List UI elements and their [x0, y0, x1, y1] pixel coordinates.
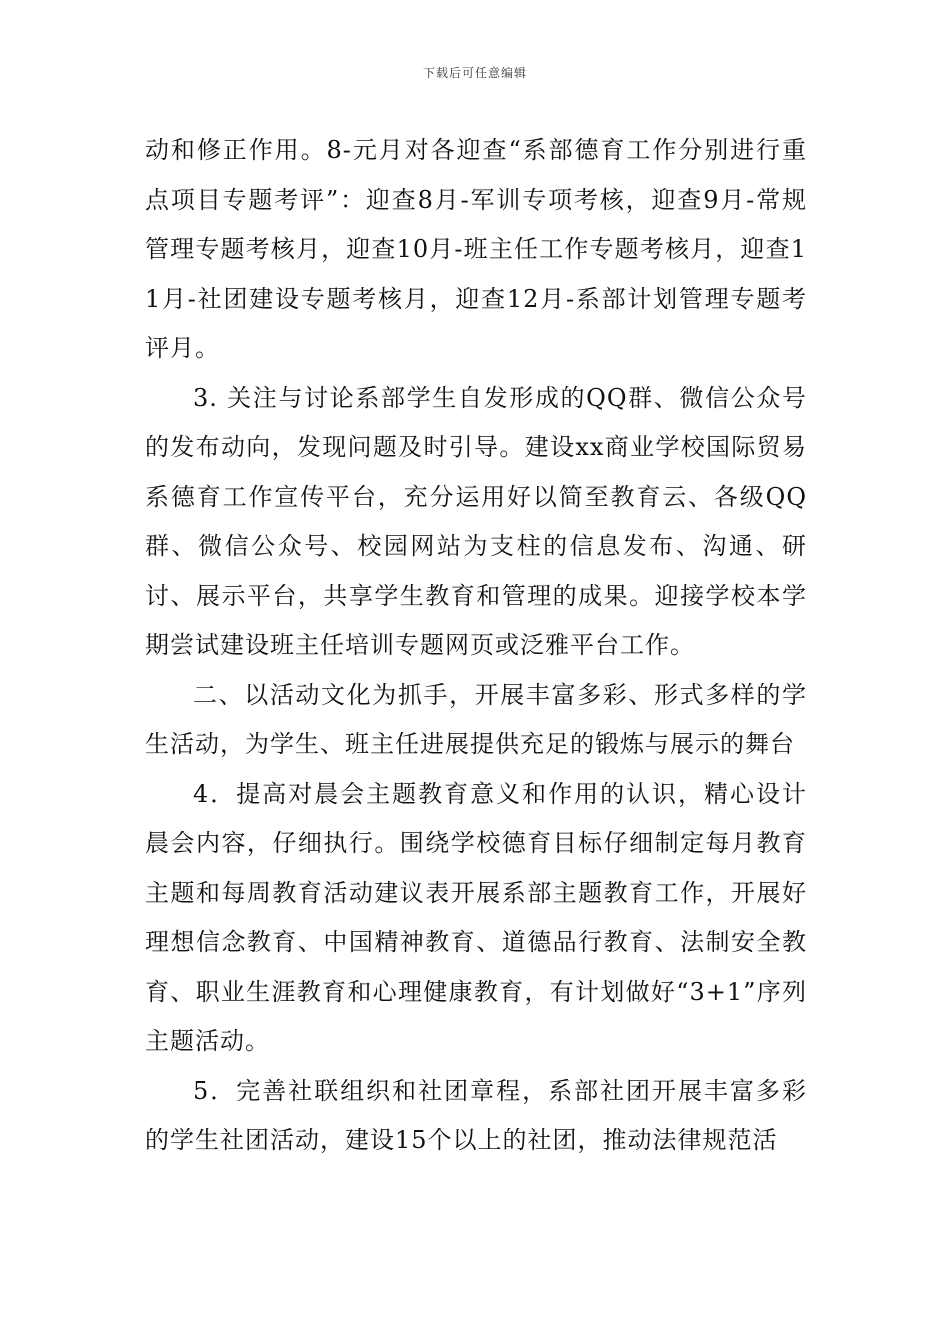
- paragraph-5: 5．完善社联组织和社团章程，系部社团开展丰富多彩的学生社团活动，建设15个以上的社团，推动法律规范活: [145, 1076, 807, 1154]
- page-header-note: 下载后可任意编辑: [422, 66, 527, 80]
- paragraph-3-section-heading: 二、以活动文化为抓手，开展丰富多彩、形式多样的学生活动，为学生、班主任进展提供充足的锻炼与展示的舞台: [145, 680, 807, 758]
- paragraph-1: 动和修正作用。8-元月对各迎查“系部德育工作分别进行重点项目专题考评”：迎查8月-军训专项考核，迎查9月-常规管理专题考核月，迎查10月-班主任工作专题考核月，迎查11月-社团建设专题考核月，迎查12月-系部计划管理专题考评月。: [145, 136, 807, 362]
- paragraph-2: 3. 关注与讨论系部学生自发形成的QQ群、微信公众号的发布动向，发现问题及时引导。建设xx商业学校国际贸易系德育工作宣传平台，充分运用好以简至教育云、各级QQ群、微信公众号、校园网站为支柱的信息发布、沟通、研讨、展示平台，共享学生教育和管理的成果。迎接学校本学期尝试建设班主任培训专题网页或泛雅平台工作。: [145, 383, 807, 659]
- paragraph-4: 4．提高对晨会主题教育意义和作用的认识，精心设计晨会内容，仔细执行。围绕学校德育目标仔细制定每月教育主题和每周教育活动建议表开展系部主题教育工作，开展好理想信念教育、中国精神教育、道德品行教育、法制安全教育、职业生涯教育和心理健康教育，有计划做好“3+1”序列主题活动。: [145, 779, 807, 1055]
- document-body: [145, 126, 807, 1166]
